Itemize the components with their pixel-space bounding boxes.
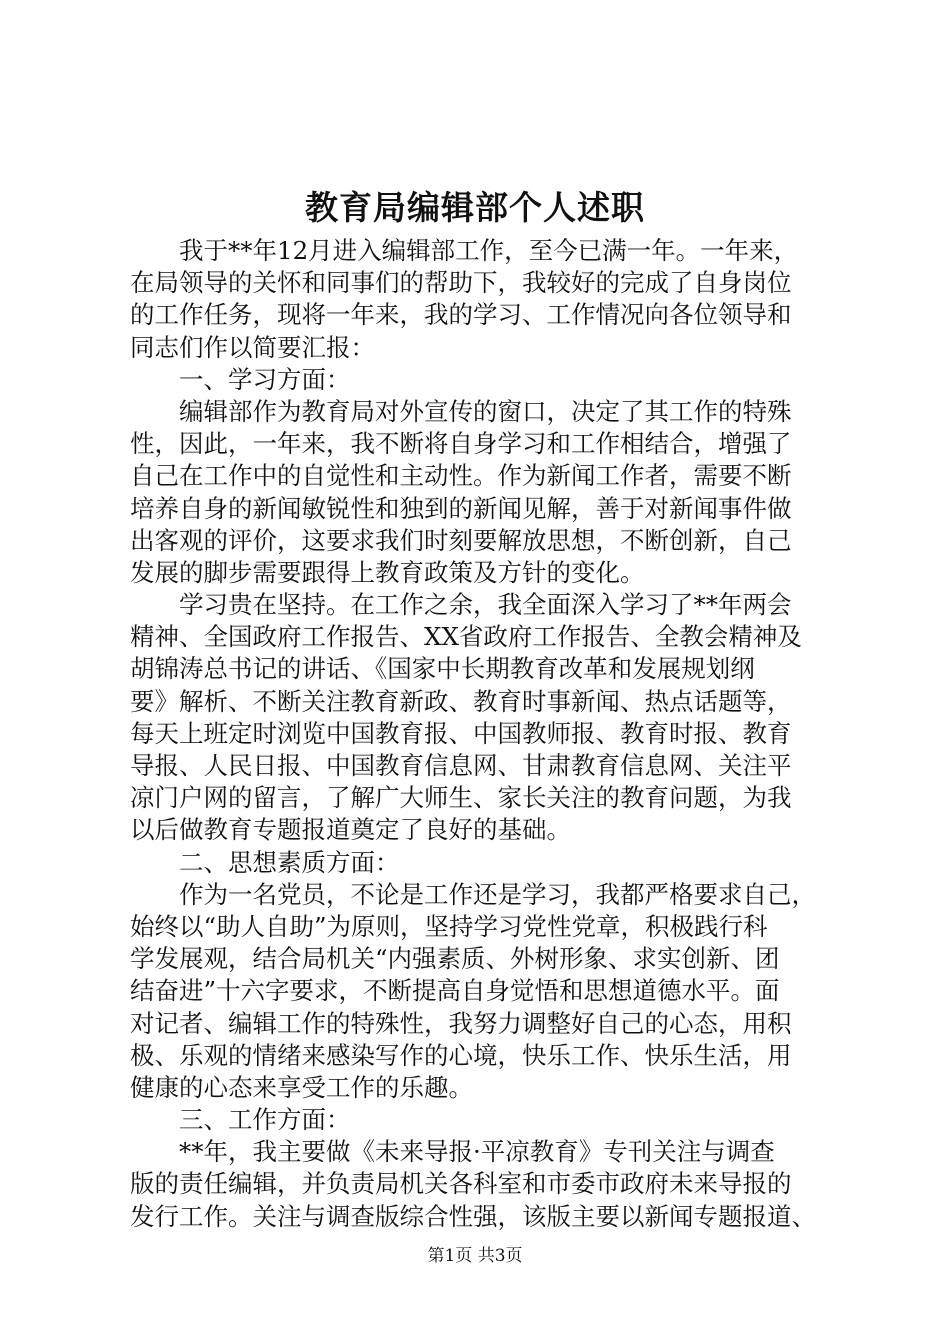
text-line: 版的责任编辑，并负责局机关各科室和市委市政府未来导报的	[130, 1169, 792, 1199]
text-line: 编辑部作为教育局对外宣传的窗口，决定了其工作的特殊	[130, 396, 792, 426]
text-line: 发行工作。关注与调查版综合性强，该版主要以新闻专题报道、	[130, 1201, 816, 1231]
text-line: 同志们作以简要汇报：	[130, 332, 375, 362]
text-line: 三、工作方面：	[130, 1105, 351, 1135]
text-line: 导报、人民日报、中国教育信息网、甘肃教育信息网、关注平	[130, 751, 792, 780]
text-line: 的工作任务，现将一年来，我的学习、工作情况向各位领导和	[130, 300, 792, 330]
text-line: 自己在工作中的自觉性和主动性。作为新闻工作者，需要不断	[130, 461, 792, 491]
text-line: 学发展观，结合局机关“内强素质、外树形象、求实创新、团	[130, 944, 780, 974]
text-line: 作为一名党员，不论是工作还是学习，我都严格要求自己，	[130, 879, 816, 909]
text-line: 结奋进”十六字要求，不断提高自身觉悟和思想道德水平。面	[130, 976, 780, 1006]
text-line: 在局领导的关怀和同事们的帮助下，我较好的完成了自身岗位	[130, 268, 792, 298]
document-body	[130, 235, 830, 1233]
text-line: 培养自身的新闻敏锐性和独到的新闻见解，善于对新闻事件做	[130, 493, 792, 523]
text-line: 健康的心态来享受工作的乐趣。	[130, 1072, 473, 1102]
text-line: **年，我主要做《未来导报·平凉教育》专刊关注与调查	[130, 1137, 775, 1167]
text-line: 二、思想素质方面：	[130, 847, 400, 877]
text-line: 发展的脚步需要跟得上教育政策及方针的变化。	[130, 557, 645, 587]
text-line: 极、乐观的情绪来感染写作的心境，快乐工作、快乐生活，用	[130, 1040, 792, 1070]
page-footer: 第1页 共3页	[427, 1246, 523, 1266]
text-line: 始终以“助人自助”为原则，坚持学习党性党章，积极践行科	[130, 911, 768, 941]
text-line: 每天上班定时浏览中国教育报、中国教师报、教育时报、教育	[130, 718, 792, 748]
text-line: 出客观的评价，这要求我们时刻要解放思想，不断创新，自己	[130, 525, 792, 555]
text-line: 精神、全国政府工作报告、XX省政府工作报告、全教会精神及	[130, 622, 802, 652]
text-line: 以后做教育专题报道奠定了良好的基础。	[130, 815, 571, 845]
text-line: 胡锦涛总书记的讲话、《国家中长期教育改革和发展规划纲	[130, 654, 755, 684]
text-line: 性，因此，一年来，我不断将自身学习和工作相结合，增强了	[130, 429, 792, 459]
text-line: 凉门户网的留言，了解广大师生、家长关注的教育问题，为我	[130, 783, 792, 813]
text-line: 对记者、编辑工作的特殊性，我努力调整好自己的心态，用积	[130, 1008, 792, 1038]
text-line: 我于**年12月进入编辑部工作，至今已满一年。一年来，	[130, 236, 799, 265]
text-line: 一、学习方面：	[130, 364, 351, 394]
document-title: 教育局编辑部个人述职	[305, 188, 645, 227]
text-line: 学习贵在坚持。在工作之余，我全面深入学习了**年两会	[130, 590, 792, 620]
text-line: 要》解析、不断关注教育新政、教育时事新闻、热点话题等，	[130, 686, 792, 716]
